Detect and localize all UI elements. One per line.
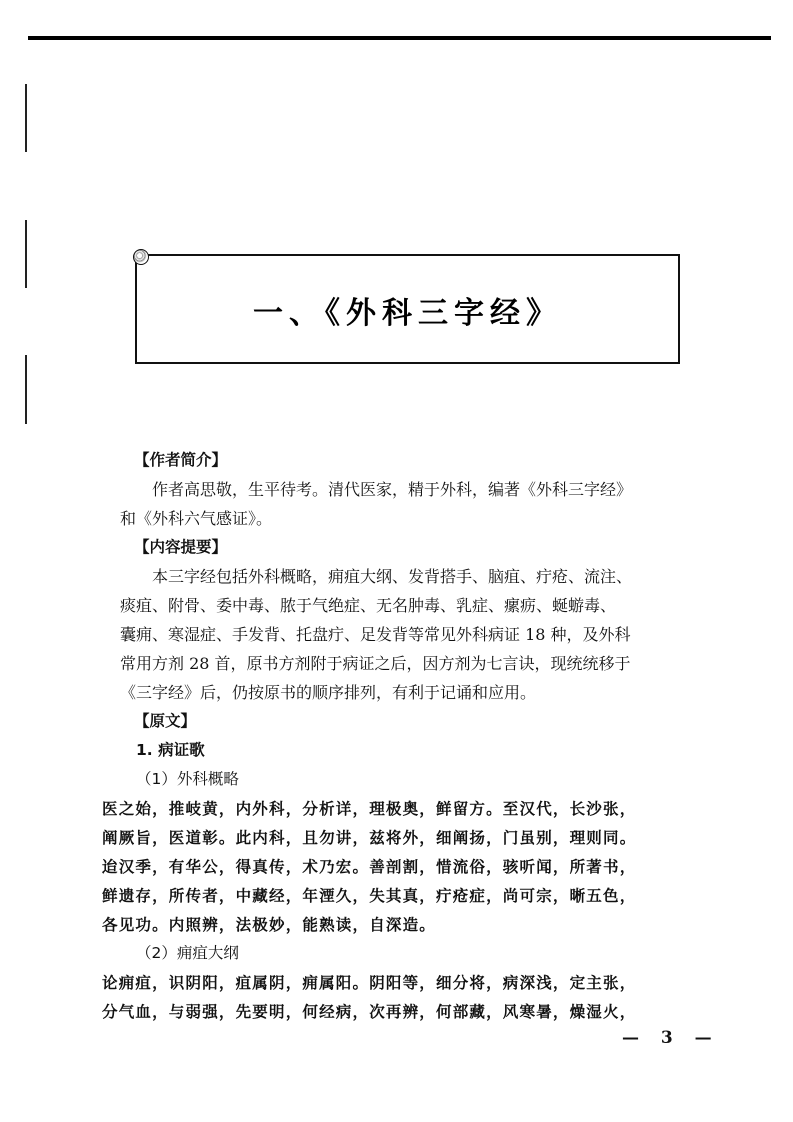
section-heading-author: 【作者简介】 — [134, 451, 228, 469]
section-heading-original: 【原文】 — [134, 712, 197, 730]
verse-line: 分气血，与弱强，先要明，何经病，次再辨，何部藏，风寒暑，燥湿火， — [102, 1002, 637, 1021]
page-number: — 3 — — [622, 1028, 720, 1048]
paragraph-line: 囊痈、寒湿症、手发背、托盘疔、足发背等常见外科病证 18 种，及外科 — [120, 625, 631, 644]
paragraph-line: 本三字经包括外科概略，痈疽大纲、发背搭手、脑疽、疔疮、流注、 — [152, 567, 633, 586]
verse-line: 各见功。内照辨，法极妙，能熟读，自深造。 — [102, 915, 437, 934]
margin-mark — [25, 84, 27, 152]
margin-mark — [25, 220, 27, 288]
chapter-title: 一、《外科三字经》 — [253, 296, 562, 331]
verse-line: 鲜遗存，所传者，中藏经，年湮久，失其真，疔疮症，尚可宗，晰五色， — [102, 886, 637, 905]
page-body — [102, 446, 724, 1026]
header-rule — [28, 36, 771, 40]
section-heading-summary: 【内容提要】 — [134, 538, 228, 556]
paragraph-line: 痰疽、附骨、委中毒、脓于气绝症、无名肿毒、乳症、瘰疬、蜒蝣毒、 — [120, 596, 617, 615]
verse-line: 阐厥旨，医道彰。此内科，且勿讲，兹将外，细阐扬，门虽别，理则同。 — [102, 828, 637, 847]
verse-line: 医之始，推岐黄，内外科，分析详，理极奥，鲜留方。至汉代，长沙张， — [102, 799, 637, 818]
paragraph-line: 作者高思敬，生平待考。清代医家，精于外科，编著《外科三字经》 — [152, 480, 633, 499]
verse-line: 迨汉季，有华公，得真传，术乃宏。善剖割，惜流俗，骇听闻，所著书， — [102, 857, 637, 876]
part-title: （2）痈疽大纲 — [136, 944, 239, 962]
paragraph-line: 和《外科六气感证》。 — [120, 509, 273, 528]
subsection-heading: 1. 病证歌 — [136, 741, 205, 759]
paragraph-line: 《三字经》后，仍按原书的顺序排列，有利于记诵和应用。 — [120, 683, 537, 702]
verse-line: 论痈疽，识阴阳，疽属阴，痈属阳。阴阳等，细分将，病深浅，定主张， — [102, 973, 637, 992]
paragraph-line: 常用方剂 28 首，原书方剂附于病证之后，因方剂为七言诀，现统统移于 — [120, 654, 631, 673]
ornament-knob-icon — [133, 249, 149, 265]
part-title: （1）外科概略 — [136, 770, 239, 788]
chapter-title-box — [135, 254, 680, 364]
margin-mark — [25, 355, 27, 424]
